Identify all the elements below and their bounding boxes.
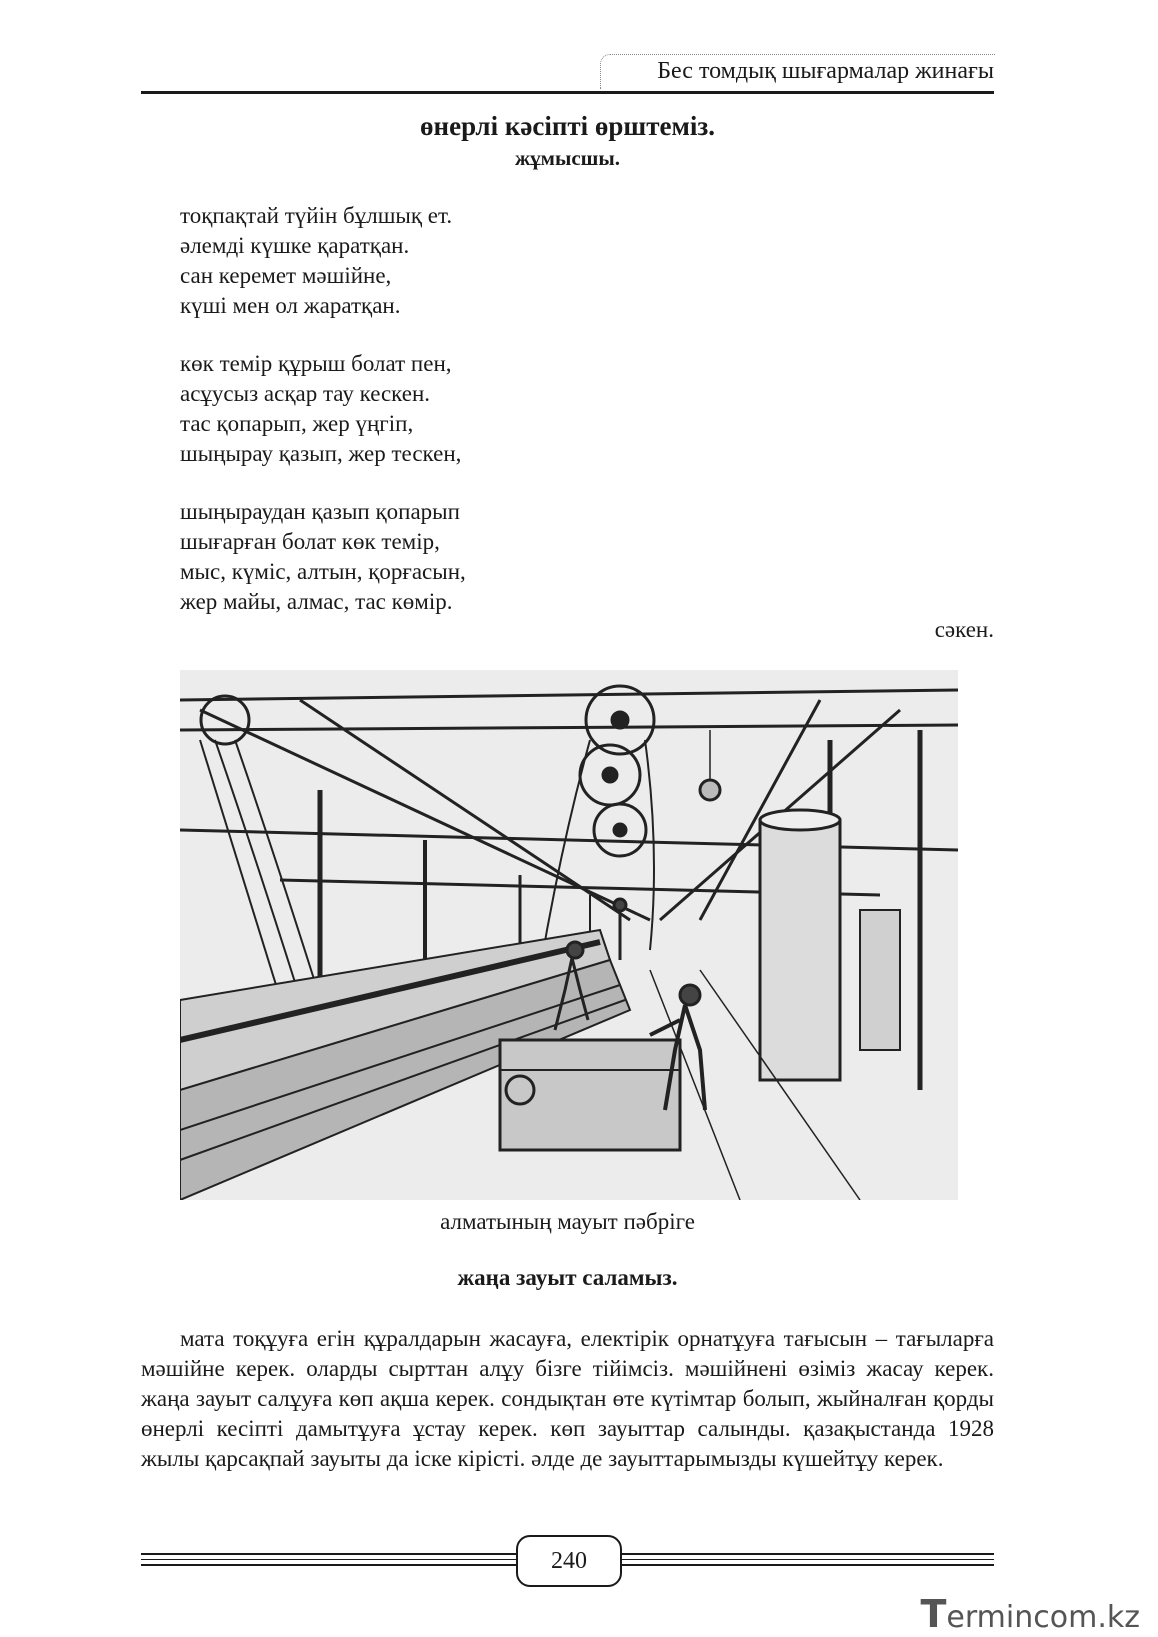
watermark-initial: T	[920, 1592, 947, 1636]
body-paragraph: мата тоқұуға егін құралдарын жасауға, електірік орнатұуға тағысын – тағыларға мәшійне керек. оларды сырттан алұу бізге тійімсіз. мәшійнені өзіміз жасау керек. жаңа зауыт салұуға көп ақша керек. сондықтан өте күтімтар болып, жыйналған қорды өнерлі кесіпті дамытұуға ұстау керек. көп зауыттар салынды. қазақыстанда 1928 жылы қарсақпай зауыты да іске кірісті. әлде де зауыттарымызды күшейтұу керек.	[141, 1326, 994, 1471]
factory-engraving	[180, 670, 958, 1200]
header-rule	[141, 91, 994, 94]
site-watermark	[921, 1592, 1141, 1636]
poem-line: тоқпақтай түйін бұлшық ет.	[180, 203, 453, 228]
factory-illustration	[180, 670, 958, 1200]
poem-line: шыңыраудан қазып қопарып	[180, 499, 460, 524]
page-number: 240	[516, 1535, 622, 1587]
poem-line: мыс, күміс, алтын, қорғасын,	[180, 559, 466, 584]
poem-line: көк темір құрыш болат пен,	[180, 351, 452, 376]
poem-line: шыңырау қазып, жер тескен,	[180, 441, 462, 466]
poem-line: күші мен ол жаратқан.	[180, 293, 401, 318]
poem-author: сәкен.	[934, 617, 994, 642]
poem-line: сан керемет мәшійне,	[180, 263, 392, 288]
running-title: Бес томдық шығармалар жинағы	[657, 58, 994, 84]
figure-caption: алматының мауыт пәбріге	[440, 1209, 695, 1234]
stanza-1	[180, 201, 452, 321]
poem-title: өнерлі кәсіпті өрштеміз.	[420, 111, 715, 141]
stanza-2	[180, 349, 461, 469]
section-heading: жаңа зауыт саламыз.	[457, 1265, 678, 1290]
poem-line: шығарған болат көк темір,	[180, 529, 440, 554]
poem-subtitle: жұмысшы.	[514, 146, 621, 170]
poem-line: әлемді күшке қаратқан.	[180, 233, 410, 258]
watermark-text: ermincom.kz	[946, 1600, 1140, 1635]
poem-line: тас қопарып, жер үңгіп,	[180, 411, 414, 436]
stanza-3	[180, 497, 466, 617]
poem-line: асұусыз асқар тау кескен.	[180, 381, 431, 406]
poem-line: жер майы, алмас, тас көмір.	[180, 589, 453, 614]
